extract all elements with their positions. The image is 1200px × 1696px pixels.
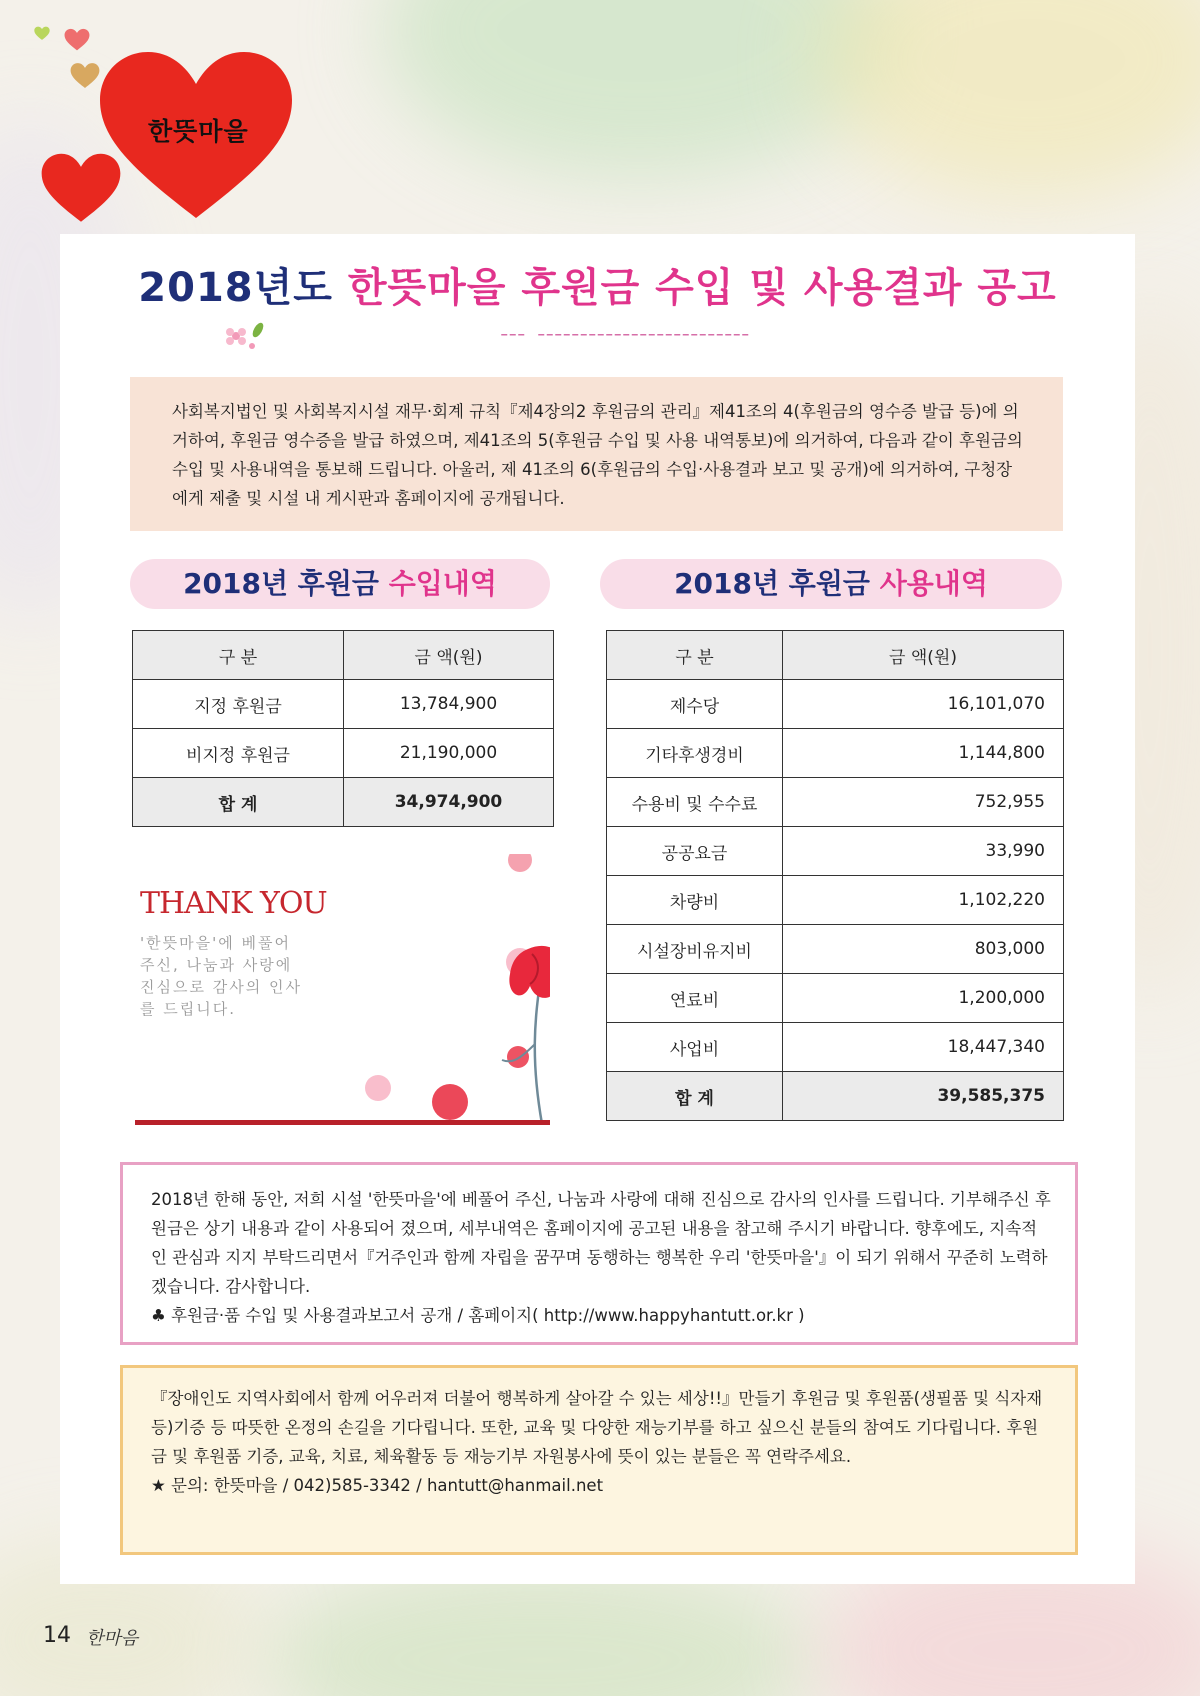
category-cell: 시설장비유지비	[607, 925, 783, 974]
flower-divider-icon	[222, 322, 272, 354]
total-label: 합 계	[607, 1072, 783, 1121]
thanks-message-box	[120, 1162, 1078, 1345]
table-row	[133, 680, 554, 729]
table-row	[607, 680, 1064, 729]
expense-heading-label: 사용내역	[879, 567, 988, 600]
thank-you-title: THANK YOU	[140, 886, 327, 921]
thank-you-underline	[135, 1120, 550, 1125]
column-header: 구 분	[607, 631, 783, 680]
column-header: 금 액(원)	[783, 631, 1064, 680]
category-cell: 수용비 및 수수료	[607, 778, 783, 827]
amount-cell: 16,101,070	[783, 680, 1064, 729]
amount-cell: 18,447,340	[783, 1023, 1064, 1072]
total-amount: 34,974,900	[344, 778, 554, 827]
amount-cell: 13,784,900	[344, 680, 554, 729]
table-row	[607, 876, 1064, 925]
table-row	[607, 925, 1064, 974]
category-cell: 연료비	[607, 974, 783, 1023]
amount-cell: 752,955	[783, 778, 1064, 827]
notice-box: 사회복지법인 및 사회복지시설 재무·회계 규칙『제4장의2 후원금의 관리』제41조의 4(후원금의 영수증 발급 등)에 의거하여, 후원금 영수증을 발급 하였으며, 제41조의 5(후원금 수입 및 사용 내역통보)에 의거하여, 다음과 같이 후원금의 수입 및 사용내역을 통보해 드립니다. 아울러, 제 41조의 6(후원금의 수입·사용결과 보고 및 공개)에 의거하여, 구청장에게 제출 및 시설 내 게시판과 홈페이지에 공개됩니다.	[130, 377, 1063, 531]
contact-line[interactable]: ★ 문의: 한뜻마을 / 042)585-3342 / hantutt@hanmail.net	[151, 1476, 604, 1495]
thanks-message-text: 2018년 한해 동안, 저희 시설 '한뜻마을'에 베풀어 주신, 나눔과 사랑에 대해 진심으로 감사의 인사를 드립니다. 기부해주신 후원금은 상기 내용과 같이 사용되어 졌으며, 세부내역은 홈페이지에 공고된 내용을 참고해 주시기 바랍니다. 향후에도, 지속적인 관심과 지지 부탁드리면서『거주인과 함께 자립을 꿈꾸며 동행하는 행복한 우리 '한뜻마을'』이 되기 위해서 꾸준히 노력하겠습니다. 감사합니다.	[151, 1190, 1051, 1296]
small-heart-icon	[40, 150, 122, 228]
category-cell: 지정 후원금	[133, 680, 344, 729]
table-row	[607, 1023, 1064, 1072]
total-label: 합 계	[133, 778, 344, 827]
income-heading-label: 수입내역	[388, 567, 497, 600]
appeal-text: 『장애인도 지역사회에서 함께 어우러져 더불어 행복하게 살아갈 수 있는 세상!!』만들기 후원금 및 후원품(생필품 및 식자재 등)기증 등 따뜻한 온정의 손길을 기다립니다. 또한, 교육 및 다양한 재능기부를 하고 싶으신 분들의 참여도 기다립니다. 후원금 및 후원품 기증, 교육, 치료, 체육활동 등 재능기부 자원봉사에 뜻이 있는 분들은 꼭 연락주세요.	[151, 1389, 1043, 1466]
column-header: 금 액(원)	[344, 631, 554, 680]
total-amount: 39,585,375	[783, 1072, 1064, 1121]
page-number: 14	[43, 1623, 71, 1648]
table-row	[133, 729, 554, 778]
amount-cell: 1,144,800	[783, 729, 1064, 778]
table-total-row	[133, 778, 554, 827]
category-cell: 사업비	[607, 1023, 783, 1072]
income-table	[132, 630, 554, 827]
expense-heading-year: 2018년 후원금	[674, 567, 870, 600]
amount-cell: 33,990	[783, 827, 1064, 876]
table-header-row	[607, 631, 1064, 680]
table-total-row	[607, 1072, 1064, 1121]
flower-illustration-icon	[280, 854, 550, 1124]
page-title	[60, 256, 1135, 313]
income-heading	[130, 559, 550, 609]
table-row	[607, 974, 1064, 1023]
appeal-box	[120, 1365, 1078, 1555]
title-divider	[130, 334, 1120, 340]
column-header: 구 분	[133, 631, 344, 680]
amount-cell: 803,000	[783, 925, 1064, 974]
thank-you-message: '한뜻마을'에 베풀어 주신, 나눔과 사랑에 진심으로 감사의 인사를 드립니다.	[140, 934, 302, 1018]
expense-heading	[600, 559, 1062, 609]
title-main: 한뜻마을 후원금 수입 및 사용결과 공고	[347, 265, 1057, 311]
category-cell: 제수당	[607, 680, 783, 729]
category-cell: 공공요금	[607, 827, 783, 876]
table-row	[607, 827, 1064, 876]
expense-table	[606, 630, 1064, 1121]
table-header-row	[133, 631, 554, 680]
magazine-name: 한마음	[86, 1628, 139, 1649]
category-cell: 기타후생경비	[607, 729, 783, 778]
gold-heart-icon	[70, 62, 100, 90]
income-heading-year: 2018년 후원금	[183, 567, 379, 600]
table-row	[607, 778, 1064, 827]
brand-label: 한뜻마을	[148, 117, 249, 146]
amount-cell: 1,200,000	[783, 974, 1064, 1023]
green-heart-icon	[34, 26, 50, 41]
homepage-link-line[interactable]: ♣ 후원금·품 수입 및 사용결과보고서 공개 / 홈페이지( http://www.happyhantutt.or.kr )	[151, 1306, 805, 1325]
category-cell: 비지정 후원금	[133, 729, 344, 778]
amount-cell: 1,102,220	[783, 876, 1064, 925]
title-year: 2018년도	[138, 265, 333, 311]
amount-cell: 21,190,000	[344, 729, 554, 778]
table-row	[607, 729, 1064, 778]
category-cell: 차량비	[607, 876, 783, 925]
tiny-heart-icon	[64, 28, 90, 52]
